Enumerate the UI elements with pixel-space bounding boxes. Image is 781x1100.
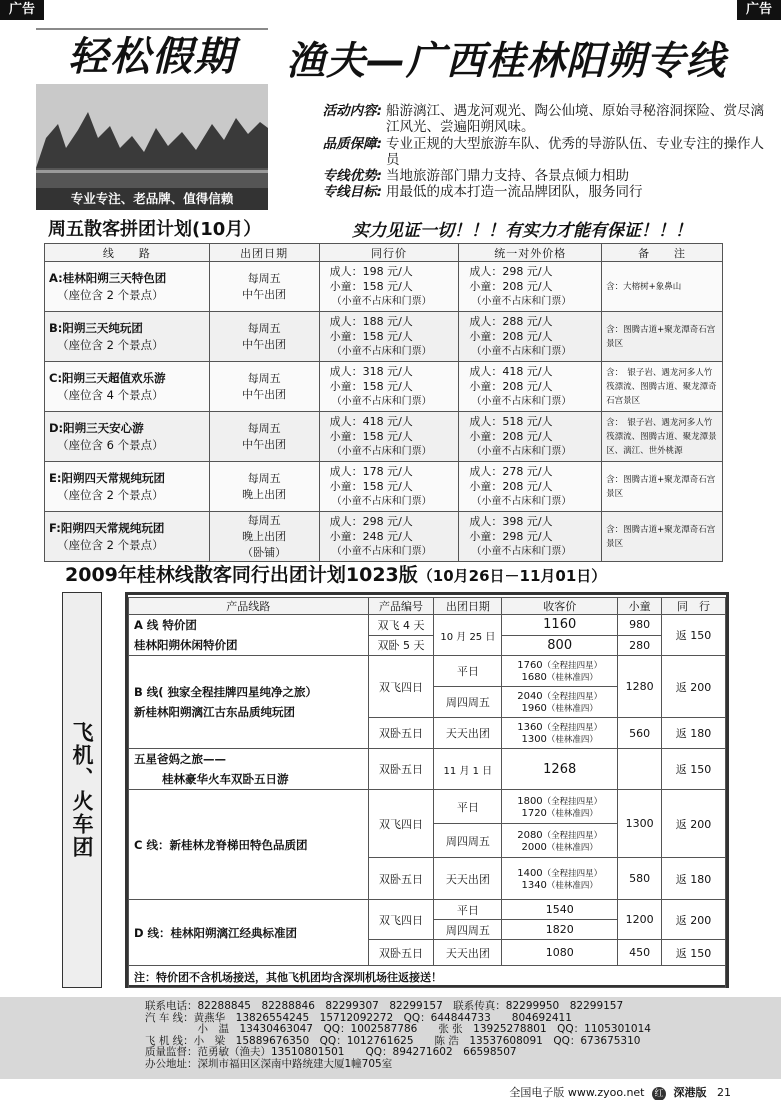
route-name: E:阳朔四天常规纯玩团 <box>49 470 165 485</box>
table-row <box>45 262 723 312</box>
depart-time: 中午出团 <box>242 337 287 351</box>
product-code: 双卧五日 <box>368 940 434 966</box>
table-row <box>45 512 723 562</box>
page-number: 21 <box>717 1086 731 1099</box>
retail-child-price: 小童：208 元/人 <box>469 480 553 493</box>
child-note: （小童不占床和门票） <box>471 296 572 307</box>
info-label: 专线目标: <box>322 184 382 201</box>
retail-adult-price: 成人：418 元/人 <box>469 365 553 378</box>
table-row <box>129 900 726 920</box>
price: 1360 <box>517 722 543 733</box>
peer-child-price: 小童：158 元/人 <box>329 380 413 393</box>
col-header: 出团日期 <box>209 244 319 262</box>
depart-berth: （卧铺） <box>242 545 287 559</box>
col-header: 同 行 <box>662 598 726 615</box>
peer-adult-price: 成人：188 元/人 <box>329 315 413 328</box>
route-name: C:阳朔三天超值欢乐游 <box>49 370 166 385</box>
info-label: 专线优势: <box>322 168 382 185</box>
info-text: 用最低的成本打造一流品牌团队，服务同行 <box>386 184 643 201</box>
depart-date: 天天出团 <box>434 718 502 749</box>
contact-line: 汽 车 线：黄燕华 13826554245 15712092272 QQ：644844733 804692411 <box>145 1011 572 1024</box>
price-tag: （全程挂四星） <box>542 723 603 733</box>
contact-footer <box>0 997 781 1079</box>
depart-time: 中午出团 <box>242 387 287 401</box>
child-note: （小童不占床和门票） <box>331 296 432 307</box>
peer-child-price: 小童：158 元/人 <box>329 280 413 293</box>
table-row <box>129 749 726 790</box>
price: 1268 <box>502 749 618 790</box>
peer-child-price: 小童：248 元/人 <box>329 530 413 543</box>
child-note: （小童不占床和门票） <box>331 496 432 507</box>
route-desc: 桂林豪华火车双卧五日游 <box>162 772 289 786</box>
col-header: 产品编号 <box>368 598 434 615</box>
depart-date: 周四周五 <box>434 824 502 858</box>
info-text: 船游漓江、遇龙河观光、陶公仙境、原始寻秘溶洞探险、赏尽漓江风光、尝遍阳朔风味。 <box>386 103 764 136</box>
info-row <box>298 184 768 200</box>
table-row <box>45 362 723 412</box>
col-header: 小童 <box>618 598 662 615</box>
info-text: 专业正规的大型旅游车队、优秀的导游队伍、专业专注的操作人员 <box>386 135 764 168</box>
info-text: 当地旅游部门鼎力支持、各景点倾力相助 <box>386 168 629 185</box>
peer-child-price: 小童：158 元/人 <box>329 330 413 343</box>
retail-child-price: 小童：208 元/人 <box>469 430 553 443</box>
price-tag: （桂林准四） <box>546 735 598 745</box>
region-label: 深港版 <box>673 1086 707 1099</box>
price: 1400 <box>517 867 543 879</box>
col-header: 线 路 <box>45 244 210 262</box>
logo-title: 轻松假期 <box>36 30 268 84</box>
table-row <box>129 615 726 636</box>
side-label: 飞机、火车团 <box>62 592 102 988</box>
depart-date: 平日 <box>434 656 502 687</box>
remark: 含：大榕树+象鼻山 <box>602 262 723 312</box>
section2-date-range: （10月26日－11月01日） <box>417 567 607 585</box>
price-tag: （桂林准四） <box>546 673 598 683</box>
price: 1080 <box>502 940 618 966</box>
page-footer <box>509 1084 731 1100</box>
child-note: （小童不占床和门票） <box>471 496 572 507</box>
route-seats: （座位含 2 个景点） <box>57 537 164 552</box>
table-row <box>129 656 726 687</box>
product-code: 双卧五日 <box>368 749 434 790</box>
contact-line: 办公地址：深圳市福田区深南中路统建大厦1幢705室 <box>145 1057 393 1070</box>
rebate: 返 200 <box>662 790 726 858</box>
section2-title-text: 2009年桂林线散客同行出团计划1023版 <box>65 564 418 586</box>
child-note: （小童不占床和门票） <box>331 396 432 407</box>
peer-adult-price: 成人：198 元/人 <box>329 265 413 278</box>
price-tag: （桂林准四） <box>546 880 598 891</box>
child-price: 980 <box>618 615 662 636</box>
col-header: 出团日期 <box>434 598 502 615</box>
price-tag: （全程挂四星） <box>542 661 603 671</box>
depart-time: 晚上出团 <box>242 487 287 501</box>
price-tag: （桂林准四） <box>546 704 598 714</box>
rebate: 返 180 <box>662 718 726 749</box>
price: 1960 <box>521 703 547 714</box>
route-name: A 线 特价团 <box>134 618 197 632</box>
price: 2000 <box>521 841 547 853</box>
route-name: B 线( 独家全程挂牌四星纯净之旅） <box>134 685 318 699</box>
price-tag: （全程挂四星） <box>542 796 603 807</box>
remark: 含：图腾古道+聚龙潭奇石宫景区 <box>602 512 723 562</box>
table-row <box>129 790 726 824</box>
logo-slogan: 专业专注、老品牌、值得信赖 <box>36 188 268 210</box>
peer-adult-price: 成人：178 元/人 <box>329 465 413 478</box>
table-row <box>45 412 723 462</box>
remark: 含：图腾古道+聚龙潭奇石宫景区 <box>602 462 723 512</box>
depart-day: 每周五 <box>247 421 281 435</box>
info-row <box>298 136 768 169</box>
retail-child-price: 小童：208 元/人 <box>469 380 553 393</box>
table-row <box>45 462 723 512</box>
depart-day: 每周五 <box>247 271 281 285</box>
depart-day: 每周五 <box>247 471 281 485</box>
rebate: 返 150 <box>662 940 726 966</box>
peer-adult-price: 成人：298 元/人 <box>329 515 413 528</box>
table-row <box>129 966 726 988</box>
child-price: 560 <box>618 718 662 749</box>
info-block <box>298 103 768 201</box>
child-note: （小童不占床和门票） <box>471 346 572 357</box>
info-label: 活动内容: <box>322 103 382 119</box>
route-name: 五星爸妈之旅—— <box>134 752 226 766</box>
depart-time: 中午出团 <box>242 437 287 451</box>
product-code: 双卧 5 天 <box>368 635 434 656</box>
route-desc: 新桂林阳朔漓江古东品质纯玩团 <box>134 705 295 719</box>
depart-date: 天天出团 <box>434 858 502 900</box>
peer-child-price: 小童：158 元/人 <box>329 480 413 493</box>
table-note: 注：特价团不含机场接送，其他飞机团均含深圳机场往返接送！ <box>129 966 726 988</box>
edition-link[interactable]: 全国电子版 www.zyoo.net <box>509 1086 645 1099</box>
product-code: 双飞 4 天 <box>368 615 434 636</box>
child-note: （小童不占床和门票） <box>331 346 432 357</box>
price-tag: （全程挂四星） <box>542 692 603 702</box>
ad-tag-left: 广告 <box>0 0 44 20</box>
ad-tag-right: 广告 <box>737 0 781 20</box>
table-row <box>45 312 723 362</box>
rebate: 返 200 <box>662 656 726 718</box>
depart-time: 晚上出团 <box>242 529 287 543</box>
child-note: （小童不占床和门票） <box>471 396 572 407</box>
hong-badge-icon: 红 <box>652 1087 666 1100</box>
depart-date: 平日 <box>434 900 502 920</box>
price: 1540 <box>502 900 618 920</box>
depart-date: 11 月 1 日 <box>434 749 502 790</box>
departure-plan-table <box>128 597 726 988</box>
route-name: B:阳朔三天纯玩团 <box>49 320 143 335</box>
child-price: 580 <box>618 858 662 900</box>
price: 1340 <box>521 879 547 891</box>
col-header: 收客价 <box>502 598 618 615</box>
contact-line: 飞 机 线：小 梁 15889676350 QQ：1012761625 陈 浩 13537608091 QQ：673675310 <box>145 1034 641 1047</box>
col-header: 同行价 <box>319 244 459 262</box>
col-header: 统一对外价格 <box>459 244 602 262</box>
remark: 含： 银子岩、遇龙河多人竹筏漂流、图腾古道、聚龙潭景区、漓江、世外桃源 <box>602 412 723 462</box>
depart-day: 每周五 <box>247 513 281 527</box>
product-code: 双飞四日 <box>368 656 434 718</box>
rebate: 返 180 <box>662 858 726 900</box>
route-seats: （座位含 6 个景点） <box>57 437 164 452</box>
retail-adult-price: 成人：398 元/人 <box>469 515 553 528</box>
price: 1820 <box>502 920 618 940</box>
price: 1300 <box>521 734 547 745</box>
section1-slogan: 实力见证一切！！！有实力才能有保证！！！ <box>352 221 692 241</box>
peer-adult-price: 成人：418 元/人 <box>329 415 413 428</box>
route-name: D 线：桂林阳朔漓江经典标准团 <box>129 900 369 966</box>
retail-child-price: 小童：298 元/人 <box>469 530 553 543</box>
price: 1160 <box>502 615 618 636</box>
child-price: 1280 <box>618 656 662 718</box>
price: 2080 <box>517 829 543 841</box>
child-price: 1200 <box>618 900 662 940</box>
contact-line: 联系电话：82288845 82288846 82299307 82299157 联系传真：82299950 82299157 <box>145 1000 624 1012</box>
depart-time: 中午出团 <box>242 287 287 301</box>
route-name: A:桂林阳朔三天特色团 <box>49 270 167 285</box>
product-code: 双卧五日 <box>368 718 434 749</box>
section1-title: 周五散客拼团计划(10月） <box>48 219 262 240</box>
section2-title <box>65 560 606 587</box>
brand-title: 渔夫—广西桂林阳朔专线 <box>286 39 727 84</box>
remark: 含： 银子岩、遇龙河多人竹筏漂流、图腾古道、聚龙潭奇石宫景区 <box>602 362 723 412</box>
weekly-tour-table <box>44 243 723 562</box>
child-price: 450 <box>618 940 662 966</box>
depart-date: 周四周五 <box>434 687 502 718</box>
peer-adult-price: 成人：318 元/人 <box>329 365 413 378</box>
child-note: （小童不占床和门票） <box>331 546 432 557</box>
route-desc: 桂林阳朔休闲特价团 <box>134 638 238 652</box>
remark: 含：图腾古道+聚龙潭奇石宫景区 <box>602 312 723 362</box>
price-tag: （桂林准四） <box>546 808 598 819</box>
depart-date: 平日 <box>434 790 502 824</box>
info-row <box>298 168 768 184</box>
product-code: 双卧五日 <box>368 858 434 900</box>
price: 1720 <box>521 807 547 819</box>
contact-line: 质量监督：范勇敏（渔夫）13510801501 QQ：894271602 66598507 <box>145 1046 517 1059</box>
retail-adult-price: 成人：278 元/人 <box>469 465 553 478</box>
route-seats: （座位含 2 个景点） <box>57 337 164 352</box>
retail-adult-price: 成人：518 元/人 <box>469 415 553 428</box>
rebate: 返 150 <box>662 615 726 656</box>
info-label: 品质保障: <box>322 135 382 152</box>
depart-date: 10 月 25 日 <box>434 615 502 656</box>
col-header: 备 注 <box>602 244 723 262</box>
route-seats: （座位含 4 个景点） <box>57 387 164 402</box>
retail-child-price: 小童：208 元/人 <box>469 280 553 293</box>
route-seats: （座位含 2 个景点） <box>57 487 164 502</box>
retail-adult-price: 成人：288 元/人 <box>469 315 553 328</box>
peer-child-price: 小童：158 元/人 <box>329 430 413 443</box>
child-price: 280 <box>618 635 662 656</box>
product-code: 双飞四日 <box>368 790 434 858</box>
route-name: C 线：新桂林龙脊梯田特色品质团 <box>129 790 369 900</box>
route-name: F:阳朔四天常规纯玩团 <box>49 520 165 535</box>
depart-day: 每周五 <box>247 371 281 385</box>
route-seats: （座位含 2 个景点） <box>57 287 164 302</box>
contact-line: 小 温 13430463047 QQ：1002587786 张 张 13925278801 QQ：1105301014 <box>145 1023 651 1036</box>
depart-date: 周四周五 <box>434 920 502 940</box>
price: 1760 <box>517 660 543 671</box>
col-header: 产品线路 <box>129 598 369 615</box>
route-name: D:阳朔三天安心游 <box>49 420 144 435</box>
child-price: 1300 <box>618 790 662 858</box>
price: 1680 <box>521 672 547 683</box>
retail-adult-price: 成人：298 元/人 <box>469 265 553 278</box>
price: 1800 <box>517 795 543 807</box>
rebate: 返 200 <box>662 900 726 940</box>
price-tag: （全程挂四星） <box>542 868 603 879</box>
price-tag: （全程挂四星） <box>542 830 603 841</box>
price: 800 <box>502 635 618 656</box>
price-tag: （桂林准四） <box>546 842 598 853</box>
depart-day: 每周五 <box>247 321 281 335</box>
child-note: （小童不占床和门票） <box>471 446 572 457</box>
retail-child-price: 小童：208 元/人 <box>469 330 553 343</box>
child-note: （小童不占床和门票） <box>471 546 572 557</box>
child-note: （小童不占床和门票） <box>331 446 432 457</box>
price: 2040 <box>517 691 543 702</box>
depart-date: 天天出团 <box>434 940 502 966</box>
product-code: 双飞四日 <box>368 900 434 940</box>
info-row <box>298 103 768 136</box>
rebate: 返 150 <box>662 749 726 790</box>
